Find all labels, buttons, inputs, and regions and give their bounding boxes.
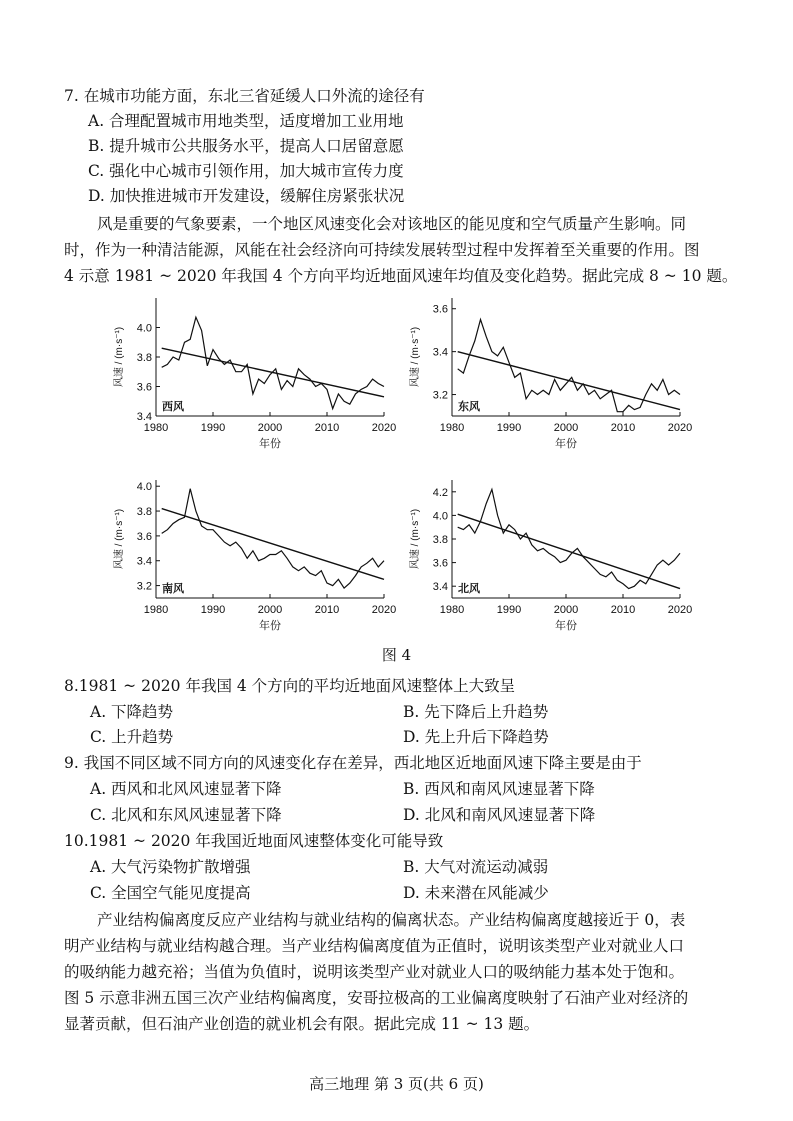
y-tick-label: 3.6 xyxy=(136,381,152,394)
q8-stem: 8.1981 ~ 2020 年我国 4 个方向的平均近地面风速整体上大致呈 xyxy=(64,677,516,695)
x-axis-label: 年份 xyxy=(259,620,281,632)
y-tick-label: 3.8 xyxy=(136,506,152,519)
x-tick-label: 1980 xyxy=(143,422,169,434)
x-tick-label: 2020 xyxy=(667,422,693,434)
y-tick-label: 3.4 xyxy=(432,581,448,594)
y-axis-label: 风速 / (m·s⁻¹) xyxy=(114,508,125,570)
page-footer: 高三地理 第 3 页(共 6 页) xyxy=(309,1075,484,1093)
x-tick-label: 2010 xyxy=(314,604,340,616)
x-tick-label: 2000 xyxy=(257,604,283,616)
x-axis-label: 年份 xyxy=(555,438,577,450)
q8-option-d: D. 先上升后下降趋势 xyxy=(403,728,549,746)
y-tick-label: 3.2 xyxy=(432,389,448,402)
q8-option-a: A. 下降趋势 xyxy=(90,703,174,721)
q7-option-c: C. 强化中心城市引领作用，加大城市宣传力度 xyxy=(88,162,404,180)
trend-line xyxy=(162,348,384,397)
intro2-line-5: 显著贡献，但石油产业创造的就业机会有限。据此完成 11 ~ 13 题。 xyxy=(64,1015,540,1033)
y-tick-label: 3.6 xyxy=(432,303,448,316)
panel-label: 南风 xyxy=(162,583,184,595)
q8-option-b: B. 先下降后上升趋势 xyxy=(403,703,549,721)
x-tick-label: 2000 xyxy=(257,422,283,434)
q9-option-d: D. 北风和南风风速显著下降 xyxy=(403,806,596,824)
x-tick-label: 1980 xyxy=(439,604,465,616)
intro1-line-2: 时，作为一种清洁能源，风能在社会经济向可持续发展转型过程中发挥着至关重要的作用。图 xyxy=(64,241,700,259)
chart-north-wind xyxy=(404,472,694,646)
x-tick-label: 2020 xyxy=(667,604,693,616)
q7-option-b: B. 提升城市公共服务水平，提高人口居留意愿 xyxy=(88,137,404,155)
figure-caption: 图 4 xyxy=(381,646,412,664)
q7-option-a: A. 合理配置城市用地类型，适度增加工业用地 xyxy=(88,112,404,130)
series-line xyxy=(162,317,384,408)
q8-option-c: C. 上升趋势 xyxy=(90,728,174,746)
series-line xyxy=(162,489,384,588)
y-tick-label: 3.8 xyxy=(432,534,448,546)
y-tick-label: 3.4 xyxy=(432,346,448,359)
y-axis-label: 风速 / (m·s⁻¹) xyxy=(410,326,421,388)
x-tick-label: 1990 xyxy=(200,604,226,616)
y-tick-label: 4.2 xyxy=(432,486,448,499)
q7-option-d: D. 加快推进城市开发建设，缓解住房紧张状况 xyxy=(88,187,405,205)
x-tick-label: 1990 xyxy=(200,422,226,434)
x-tick-label: 1980 xyxy=(439,422,465,434)
intro2-line-3: 的吸纳能力越充裕；当值为负值时，说明该类型产业对就业人口的吸纳能力基本处于饱和。 xyxy=(64,963,685,981)
chart-west-wind xyxy=(108,290,398,464)
y-tick-label: 3.4 xyxy=(136,411,152,423)
series-line xyxy=(458,320,680,412)
y-tick-label: 3.6 xyxy=(432,557,448,570)
panel-label: 北风 xyxy=(458,583,480,595)
q9-option-b: B. 西风和南风风速显著下降 xyxy=(403,780,595,798)
x-tick-label: 2010 xyxy=(610,604,636,616)
q10-option-c: C. 全国空气能见度提高 xyxy=(90,884,251,902)
q9-option-a: A. 西风和北风风速显著下降 xyxy=(90,780,282,798)
x-tick-label: 2020 xyxy=(371,604,397,616)
y-tick-label: 3.2 xyxy=(136,580,152,593)
x-tick-label: 2010 xyxy=(610,422,636,434)
y-axis-label: 风速 / (m·s⁻¹) xyxy=(410,508,421,570)
q10-stem: 10.1981 ~ 2020 年我国近地面风速整体变化可能导致 xyxy=(64,832,444,850)
series-line xyxy=(458,489,680,588)
trend-line xyxy=(458,352,680,410)
y-axis-label: 风速 / (m·s⁻¹) xyxy=(114,326,125,388)
intro1-line-3: 4 示意 1981 ~ 2020 年我国 4 个方向平均近地面风速年均值及变化趋势。据此完成 8 ~ 10 题。 xyxy=(64,267,738,285)
intro2-line-2: 明产业结构与就业结构越合理。当产业结构偏离度值为正值时，说明该类型产业对就业人口 xyxy=(64,937,685,955)
y-tick-label: 4.0 xyxy=(432,510,448,523)
y-tick-label: 3.8 xyxy=(136,352,152,364)
intro2-line-4: 图 5 示意非洲五国三次产业结构偏离度，安哥拉极高的工业偏离度映射了石油产业对经济的 xyxy=(64,989,689,1007)
q10-option-b: B. 大气对流运动减弱 xyxy=(403,858,549,876)
trend-line xyxy=(458,514,680,588)
x-tick-label: 2000 xyxy=(553,604,579,616)
y-tick-label: 4.0 xyxy=(136,322,152,335)
q9-option-c: C. 北风和东风风速显著下降 xyxy=(90,806,282,824)
x-tick-label: 1990 xyxy=(496,604,522,616)
x-tick-label: 1980 xyxy=(143,604,169,616)
x-tick-label: 2010 xyxy=(314,422,340,434)
trend-line xyxy=(162,509,384,580)
q10-option-d: D. 未来潜在风能减少 xyxy=(403,884,549,902)
intro1-line-1: 风是重要的气象要素，一个地区风速变化会对该地区的能见度和空气质量产生影响。同 xyxy=(97,215,687,233)
intro2-line-1: 产业结构偏离度反应产业结构与就业结构的偏离状态。产业结构偏离度越接近于 0，表 xyxy=(97,911,686,929)
panel-label: 东风 xyxy=(458,401,480,413)
q10-option-a: A. 大气污染物扩散增强 xyxy=(90,858,251,876)
x-axis-label: 年份 xyxy=(555,620,577,632)
q9-stem: 9. 我国不同区域不同方向的风速变化存在差异，西北地区近地面风速下降主要是由于 xyxy=(64,754,642,772)
y-tick-label: 4.0 xyxy=(136,481,152,494)
x-tick-label: 2000 xyxy=(553,422,579,434)
x-tick-label: 1990 xyxy=(496,422,522,434)
y-tick-label: 3.4 xyxy=(136,555,152,568)
panel-label: 西风 xyxy=(162,401,184,413)
x-axis-label: 年份 xyxy=(259,438,281,450)
x-tick-label: 2020 xyxy=(371,422,397,434)
y-tick-label: 3.6 xyxy=(136,530,152,543)
chart-south-wind xyxy=(108,472,398,646)
q7-stem: 7. 在城市功能方面，东北三省延缓人口外流的途径有 xyxy=(64,87,425,105)
chart-east-wind xyxy=(404,290,694,464)
